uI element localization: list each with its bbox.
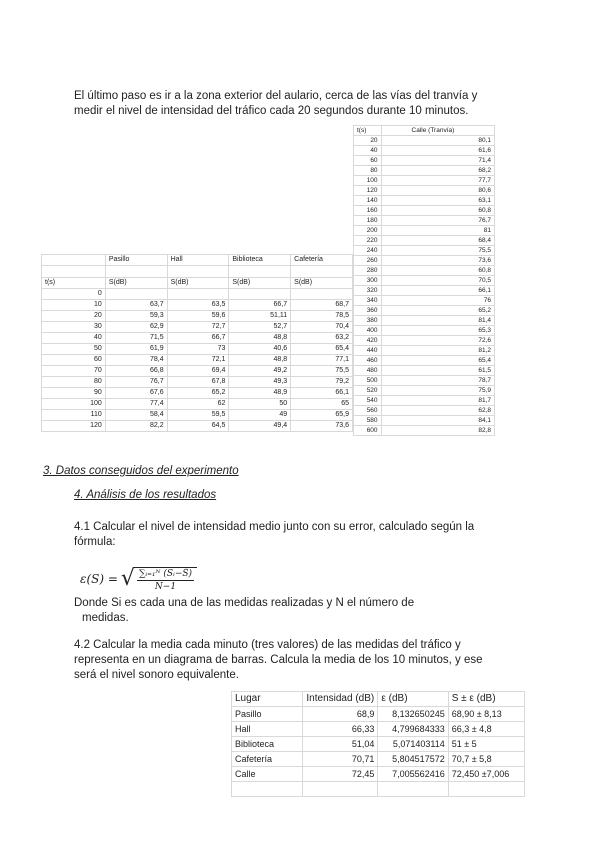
indoor-cell-value: 59,6 bbox=[167, 311, 229, 322]
indoor-cell-value: 79,2 bbox=[291, 377, 353, 388]
traffic-cell-t: 20 bbox=[354, 136, 382, 146]
traffic-cell-value: 76 bbox=[381, 296, 494, 306]
indoor-cell-t: 60 bbox=[42, 355, 106, 366]
results-row bbox=[232, 722, 525, 737]
indoor-cell-value: 59,5 bbox=[167, 410, 229, 421]
traffic-cell-t: 220 bbox=[354, 236, 382, 246]
indoor-cell-value: 66,8 bbox=[105, 366, 167, 377]
indoor-cell-value: 72,7 bbox=[167, 322, 229, 333]
traffic-cell-t: 120 bbox=[354, 186, 382, 196]
indoor-sub-1: S(dB) bbox=[105, 278, 167, 289]
indoor-row bbox=[42, 311, 353, 322]
paragraph-4-1 bbox=[74, 520, 544, 550]
traffic-cell-value: 84,1 bbox=[381, 416, 494, 426]
indoor-body bbox=[42, 289, 353, 432]
indoor-cell-value: 49 bbox=[229, 410, 291, 421]
traffic-cell-value: 65,4 bbox=[381, 356, 494, 366]
donde-paragraph bbox=[74, 596, 514, 626]
indoor-header-pasillo: Pasillo bbox=[105, 255, 167, 266]
results-cell-error: 5,804517572 bbox=[378, 752, 448, 767]
indoor-table bbox=[41, 254, 353, 432]
traffic-cell-t: 420 bbox=[354, 336, 382, 346]
traffic-row bbox=[354, 176, 495, 186]
indoor-cell-value: 76,7 bbox=[105, 377, 167, 388]
indoor-row bbox=[42, 355, 353, 366]
traffic-cell-t: 100 bbox=[354, 176, 382, 186]
error-formula bbox=[80, 562, 197, 596]
sqrt-icon: √ bbox=[120, 566, 135, 591]
indoor-cell-value: 77,1 bbox=[291, 355, 353, 366]
paragraph-4-2 bbox=[74, 638, 544, 683]
intro-line-2: medir el nivel de intensidad del tráfico cada 20 segundos durante 10 minutos. bbox=[74, 105, 469, 117]
indoor-cell-value: 63,5 bbox=[167, 300, 229, 311]
indoor-row bbox=[42, 421, 353, 432]
traffic-cell-value: 75,9 bbox=[381, 386, 494, 396]
indoor-cell-value: 77,4 bbox=[105, 399, 167, 410]
traffic-col-t: t(s) bbox=[354, 126, 382, 136]
p42-line-2: representa en un diagrama de barras. Calcula la media de los 10 minutos, y ese bbox=[74, 654, 483, 666]
indoor-cell-value: 50 bbox=[229, 399, 291, 410]
indoor-sub-2: S(dB) bbox=[167, 278, 229, 289]
traffic-cell-value: 76,7 bbox=[381, 216, 494, 226]
results-table bbox=[231, 691, 525, 797]
results-cell-s-pm-e: 70,7 ± 5,8 bbox=[448, 752, 524, 767]
traffic-cell-value: 81,2 bbox=[381, 346, 494, 356]
traffic-row bbox=[354, 136, 495, 146]
indoor-row bbox=[42, 300, 353, 311]
indoor-cell-t: 120 bbox=[42, 421, 106, 432]
formula-lhs: ε(S) = bbox=[80, 572, 118, 586]
p41-line-2: fórmula: bbox=[74, 536, 116, 548]
traffic-cell-t: 140 bbox=[354, 196, 382, 206]
indoor-cell-value: 59,3 bbox=[105, 311, 167, 322]
donde-line-2: medidas. bbox=[82, 612, 129, 624]
intro-line-1: El último paso es ir a la zona exterior del aulario, cerca de las vías del tranvía y bbox=[74, 90, 478, 102]
formula-denominator: N−1 bbox=[154, 581, 177, 592]
indoor-cell-value: 72,1 bbox=[167, 355, 229, 366]
traffic-cell-value: 77,7 bbox=[381, 176, 494, 186]
traffic-cell-value: 80,6 bbox=[381, 186, 494, 196]
traffic-row bbox=[354, 196, 495, 206]
indoor-row bbox=[42, 322, 353, 333]
traffic-row bbox=[354, 366, 495, 376]
traffic-cell-value: 70,5 bbox=[381, 276, 494, 286]
traffic-row bbox=[354, 206, 495, 216]
indoor-row bbox=[42, 289, 353, 300]
indoor-cell-value: 49,3 bbox=[229, 377, 291, 388]
indoor-cell-value: 65,9 bbox=[291, 410, 353, 421]
traffic-cell-t: 540 bbox=[354, 396, 382, 406]
traffic-cell-t: 80 bbox=[354, 166, 382, 176]
traffic-cell-t: 520 bbox=[354, 386, 382, 396]
results-cell-s-pm-e: 68,90 ± 8,13 bbox=[448, 707, 524, 722]
traffic-cell-value: 63,1 bbox=[381, 196, 494, 206]
traffic-row bbox=[354, 166, 495, 176]
indoor-cell-t: 30 bbox=[42, 322, 106, 333]
traffic-cell-t: 580 bbox=[354, 416, 382, 426]
indoor-sub-t: t(s) bbox=[42, 278, 106, 289]
indoor-cell-t: 20 bbox=[42, 311, 106, 322]
results-row bbox=[232, 752, 525, 767]
traffic-row bbox=[354, 276, 495, 286]
indoor-cell-t: 80 bbox=[42, 377, 106, 388]
traffic-cell-t: 240 bbox=[354, 246, 382, 256]
traffic-cell-t: 280 bbox=[354, 266, 382, 276]
traffic-cell-t: 340 bbox=[354, 296, 382, 306]
indoor-cell-value: 48,8 bbox=[229, 355, 291, 366]
traffic-cell-value: 81,7 bbox=[381, 396, 494, 406]
indoor-cell-value: 51,11 bbox=[229, 311, 291, 322]
results-cell-lugar: Cafetería bbox=[232, 752, 303, 767]
indoor-cell-value: 66,7 bbox=[167, 333, 229, 344]
indoor-cell-value: 67,8 bbox=[167, 377, 229, 388]
indoor-cell-value: 70,4 bbox=[291, 322, 353, 333]
traffic-cell-t: 500 bbox=[354, 376, 382, 386]
indoor-header-biblioteca: Biblioteca bbox=[229, 255, 291, 266]
indoor-cell-value: 65,2 bbox=[167, 388, 229, 399]
indoor-cell-value: 78,4 bbox=[105, 355, 167, 366]
indoor-cell-value: 82,2 bbox=[105, 421, 167, 432]
results-header-error: ε (dB) bbox=[378, 692, 448, 707]
indoor-sub-3: S(dB) bbox=[229, 278, 291, 289]
traffic-row bbox=[354, 146, 495, 156]
indoor-row bbox=[42, 399, 353, 410]
indoor-cell-value: 78,5 bbox=[291, 311, 353, 322]
indoor-cell-value: 61,9 bbox=[105, 344, 167, 355]
indoor-cell-value: 66,1 bbox=[291, 388, 353, 399]
indoor-subheader-row bbox=[42, 278, 353, 289]
indoor-cell-value bbox=[229, 289, 291, 300]
traffic-cell-value: 61,5 bbox=[381, 366, 494, 376]
traffic-row bbox=[354, 256, 495, 266]
traffic-body bbox=[354, 136, 495, 436]
traffic-cell-value: 61,6 bbox=[381, 146, 494, 156]
results-cell-s-pm-e: 72,450 ±7,006 bbox=[448, 767, 524, 782]
traffic-cell-value: 75,5 bbox=[381, 246, 494, 256]
results-cell-intensidad: 72,45 bbox=[303, 767, 378, 782]
traffic-row bbox=[354, 376, 495, 386]
traffic-row bbox=[354, 226, 495, 236]
traffic-cell-t: 60 bbox=[354, 156, 382, 166]
indoor-cell-value bbox=[105, 289, 167, 300]
traffic-row bbox=[354, 266, 495, 276]
traffic-cell-value: 60,8 bbox=[381, 266, 494, 276]
results-cell-error: 8,132650245 bbox=[378, 707, 448, 722]
traffic-cell-t: 320 bbox=[354, 286, 382, 296]
traffic-cell-value: 60,8 bbox=[381, 206, 494, 216]
traffic-row bbox=[354, 416, 495, 426]
indoor-cell-value: 49,2 bbox=[229, 366, 291, 377]
indoor-cell-value: 68,7 bbox=[291, 300, 353, 311]
traffic-cell-value: 82,8 bbox=[381, 426, 494, 436]
traffic-row bbox=[354, 406, 495, 416]
indoor-cell-value: 75,5 bbox=[291, 366, 353, 377]
indoor-cell-t: 40 bbox=[42, 333, 106, 344]
results-cell-lugar: Biblioteca bbox=[232, 737, 303, 752]
traffic-row bbox=[354, 336, 495, 346]
formula-numerator: ∑ᵢ₌₁ᴺ (Sᵢ−S̄) bbox=[138, 568, 193, 579]
traffic-cell-value: 78,7 bbox=[381, 376, 494, 386]
indoor-cell-t: 70 bbox=[42, 366, 106, 377]
traffic-row bbox=[354, 246, 495, 256]
traffic-row bbox=[354, 386, 495, 396]
traffic-cell-t: 440 bbox=[354, 346, 382, 356]
traffic-col-calle: Calle (Tranvía) bbox=[381, 126, 494, 136]
traffic-cell-t: 180 bbox=[354, 216, 382, 226]
indoor-cell-value: 40,6 bbox=[229, 344, 291, 355]
indoor-cell-value: 73 bbox=[167, 344, 229, 355]
indoor-cell-value: 69,4 bbox=[167, 366, 229, 377]
traffic-row bbox=[354, 316, 495, 326]
indoor-cell-value: 49,4 bbox=[229, 421, 291, 432]
traffic-row bbox=[354, 286, 495, 296]
indoor-row bbox=[42, 377, 353, 388]
indoor-cell-value: 52,7 bbox=[229, 322, 291, 333]
traffic-row bbox=[354, 296, 495, 306]
indoor-cell-t: 100 bbox=[42, 399, 106, 410]
section-4-heading: 4. Análisis de los resultados bbox=[74, 489, 217, 501]
traffic-row bbox=[354, 306, 495, 316]
traffic-row bbox=[354, 216, 495, 226]
results-cell-s-pm-e: 51 ± 5 bbox=[448, 737, 524, 752]
traffic-cell-t: 260 bbox=[354, 256, 382, 266]
traffic-cell-t: 600 bbox=[354, 426, 382, 436]
formula-fraction bbox=[134, 567, 197, 592]
indoor-cell-t: 0 bbox=[42, 289, 106, 300]
traffic-cell-t: 160 bbox=[354, 206, 382, 216]
results-row bbox=[232, 707, 525, 722]
indoor-cell-value: 58,4 bbox=[105, 410, 167, 421]
indoor-cell-value: 48,8 bbox=[229, 333, 291, 344]
donde-line-1: Donde Si es cada una de las medidas realizadas y N el número de bbox=[74, 597, 415, 609]
results-cell-intensidad: 51,04 bbox=[303, 737, 378, 752]
indoor-cell-t: 50 bbox=[42, 344, 106, 355]
indoor-cell-value: 65 bbox=[291, 399, 353, 410]
results-header-s-pm-e: S ± ε (dB) bbox=[448, 692, 524, 707]
traffic-cell-t: 200 bbox=[354, 226, 382, 236]
results-cell-intensidad: 70,71 bbox=[303, 752, 378, 767]
indoor-cell-t: 90 bbox=[42, 388, 106, 399]
results-cell-lugar: Pasillo bbox=[232, 707, 303, 722]
indoor-row bbox=[42, 333, 353, 344]
traffic-row bbox=[354, 186, 495, 196]
traffic-cell-value: 68,2 bbox=[381, 166, 494, 176]
traffic-cell-value: 80,1 bbox=[381, 136, 494, 146]
results-cell-s-pm-e: 66,3 ± 4,8 bbox=[448, 722, 524, 737]
results-cell-intensidad: 68,9 bbox=[303, 707, 378, 722]
traffic-table bbox=[353, 125, 495, 436]
indoor-row bbox=[42, 388, 353, 399]
indoor-cell-value: 67,6 bbox=[105, 388, 167, 399]
results-header-lugar: Lugar bbox=[232, 692, 303, 707]
indoor-cell-value: 66,7 bbox=[229, 300, 291, 311]
traffic-cell-value: 62,8 bbox=[381, 406, 494, 416]
indoor-header-cafeteria: Cafetería bbox=[291, 255, 353, 266]
traffic-row bbox=[354, 236, 495, 246]
indoor-cell-value bbox=[291, 289, 353, 300]
indoor-cell-value: 48,9 bbox=[229, 388, 291, 399]
traffic-cell-t: 480 bbox=[354, 366, 382, 376]
traffic-cell-value: 68,4 bbox=[381, 236, 494, 246]
results-row bbox=[232, 767, 525, 782]
p42-line-1: 4.2 Calcular la media cada minuto (tres valores) de las medidas del tráfico y bbox=[74, 639, 461, 651]
traffic-row bbox=[354, 356, 495, 366]
traffic-cell-t: 400 bbox=[354, 326, 382, 336]
indoor-cell-value: 63,7 bbox=[105, 300, 167, 311]
indoor-cell-value: 73,6 bbox=[291, 421, 353, 432]
traffic-cell-value: 81 bbox=[381, 226, 494, 236]
results-cell-lugar: Hall bbox=[232, 722, 303, 737]
results-cell-intensidad: 66,33 bbox=[303, 722, 378, 737]
traffic-cell-value: 65,2 bbox=[381, 306, 494, 316]
p42-line-3: será el nivel sonoro equivalente. bbox=[74, 669, 239, 681]
traffic-cell-value: 72,6 bbox=[381, 336, 494, 346]
traffic-cell-value: 71,4 bbox=[381, 156, 494, 166]
traffic-cell-value: 73,6 bbox=[381, 256, 494, 266]
traffic-row bbox=[354, 346, 495, 356]
results-cell-error: 7,005562416 bbox=[378, 767, 448, 782]
results-empty-row bbox=[232, 782, 525, 797]
intro-paragraph bbox=[74, 89, 544, 119]
indoor-header-row bbox=[42, 255, 353, 266]
traffic-cell-t: 300 bbox=[354, 276, 382, 286]
traffic-cell-t: 380 bbox=[354, 316, 382, 326]
traffic-cell-t: 460 bbox=[354, 356, 382, 366]
traffic-header-row bbox=[354, 126, 495, 136]
indoor-cell-t: 110 bbox=[42, 410, 106, 421]
traffic-row bbox=[354, 426, 495, 436]
indoor-cell-value: 65,4 bbox=[291, 344, 353, 355]
results-body bbox=[232, 707, 525, 797]
indoor-cell-value: 64,5 bbox=[167, 421, 229, 432]
indoor-cell-value: 62 bbox=[167, 399, 229, 410]
indoor-cell-value: 71,5 bbox=[105, 333, 167, 344]
indoor-cell-value: 63,2 bbox=[291, 333, 353, 344]
traffic-cell-t: 560 bbox=[354, 406, 382, 416]
indoor-row bbox=[42, 344, 353, 355]
indoor-row bbox=[42, 366, 353, 377]
indoor-sub-4: S(dB) bbox=[291, 278, 353, 289]
traffic-cell-value: 66,1 bbox=[381, 286, 494, 296]
indoor-cell-value: 62,9 bbox=[105, 322, 167, 333]
traffic-cell-value: 81,4 bbox=[381, 316, 494, 326]
indoor-cell-t: 10 bbox=[42, 300, 106, 311]
traffic-cell-t: 40 bbox=[354, 146, 382, 156]
traffic-row bbox=[354, 156, 495, 166]
traffic-cell-value: 65,3 bbox=[381, 326, 494, 336]
results-cell-error: 4,799684333 bbox=[378, 722, 448, 737]
p41-line-1: 4.1 Calcular el nivel de intensidad medio junto con su error, calculado según la bbox=[74, 521, 475, 533]
results-cell-lugar: Calle bbox=[232, 767, 303, 782]
results-header-row bbox=[232, 692, 525, 707]
results-header-intensidad: Intensidad (dB) bbox=[303, 692, 378, 707]
traffic-row bbox=[354, 396, 495, 406]
indoor-cell-value bbox=[167, 289, 229, 300]
indoor-row bbox=[42, 410, 353, 421]
results-row bbox=[232, 737, 525, 752]
traffic-row bbox=[354, 326, 495, 336]
section-3-heading: 3. Datos conseguidos del experimento bbox=[43, 465, 239, 477]
indoor-header-hall: Hall bbox=[167, 255, 229, 266]
traffic-cell-t: 360 bbox=[354, 306, 382, 316]
results-cell-error: 5,071403114 bbox=[378, 737, 448, 752]
